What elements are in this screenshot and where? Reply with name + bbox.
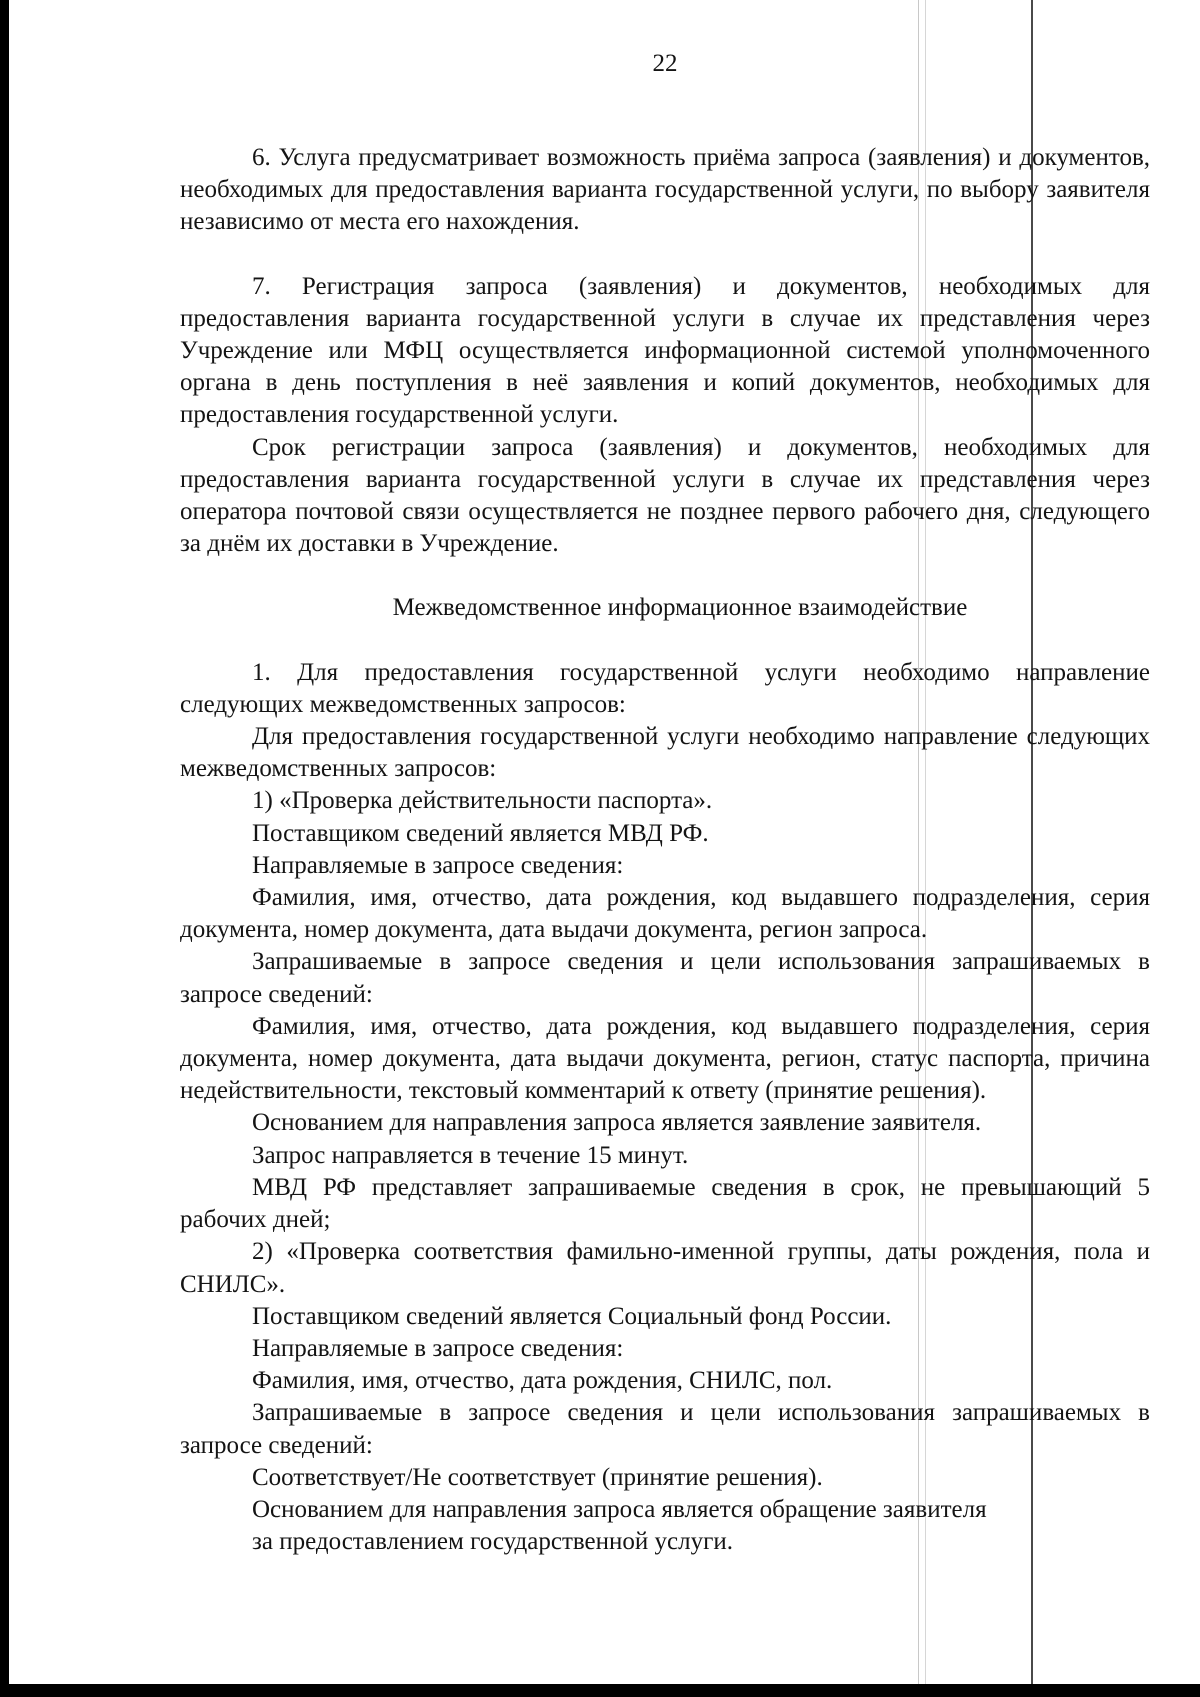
paragraph: Основанием для направления запроса является заявление заявителя. xyxy=(252,1109,982,1137)
paragraph: Срок регистрации запроса (заявления) и документов, необходимых для предоставления варианта государственной услуги в случае их представления через оператора почтовой связи осуществляется не позднее первого рабочего дня, следующего за днём их доставки в Учреждение. xyxy=(180,433,1150,558)
scan-border-bottom xyxy=(0,1684,1200,1697)
section-heading: Межведомственное информационное взаимодействие xyxy=(392,594,968,622)
page-number: 22 xyxy=(652,50,678,77)
scan-border-left xyxy=(0,0,9,1697)
paragraph-continuation: за предоставлением государственной услуги. xyxy=(252,1528,733,1556)
list-item: 1) «Проверка действительности паспорта». xyxy=(252,787,713,815)
paragraph: 7. Регистрация запроса (заявления) и документов, необходимых для предоставления варианта государственной услуги в случае их представления через Учреждение или МФЦ осуществляется информационной системой уполномоченного органа в день поступления в неё заявления и копий документов, необходимых для предоставления государственной услуги. xyxy=(180,272,1150,429)
paragraph: Для предоставления государственной услуги необходимо направление следующих межведомственных запросов: xyxy=(180,723,1150,783)
paragraph: Запрашиваемые в запросе сведения и цели использования запрашиваемых в запросе сведений: xyxy=(180,1399,1150,1459)
paragraph: 6. Услуга предусматривает возможность приёма запроса (заявления) и документов, необходимых для предоставления варианта государственной услуги, по выбору заявителя независимо от места его нахождения. xyxy=(180,144,1150,236)
paragraph: Соответствует/Не соответствует (принятие решения). xyxy=(252,1463,823,1491)
paragraph: Поставщиком сведений является Социальный фонд России. xyxy=(252,1302,892,1330)
list-item: 2) «Проверка соответствия фамильно-именной группы, даты рождения, пола и СНИЛС». xyxy=(180,1238,1150,1298)
paragraph: 1. Для предоставления государственной услуги необходимо направление следующих межведомственных запросов: xyxy=(180,658,1150,718)
paragraph: Направляемые в запросе сведения: xyxy=(252,1334,624,1362)
paragraph: Направляемые в запросе сведения: xyxy=(252,851,624,879)
paragraph: Фамилия, имя, отчество, дата рождения, СНИЛС, пол. xyxy=(252,1367,833,1395)
document-body xyxy=(180,142,1150,1558)
paragraph: Запрос направляется в течение 15 минут. xyxy=(252,1141,689,1169)
paragraph: Запрашиваемые в запросе сведения и цели использования запрашиваемых в запросе сведений: xyxy=(180,948,1150,1008)
paragraph: Основанием для направления запроса является обращение заявителя xyxy=(252,1495,987,1523)
paragraph: МВД РФ представляет запрашиваемые сведения в срок, не превышающий 5 рабочих дней; xyxy=(180,1173,1150,1234)
paragraph: Фамилия, имя, отчество, дата рождения, код выдавшего подразделения, серия документа, номер документа, дата выдачи документа, регион запроса. xyxy=(180,884,1150,944)
paragraph: Поставщиком сведений является МВД РФ. xyxy=(252,819,709,847)
paragraph: Фамилия, имя, отчество, дата рождения, код выдавшего подразделения, серия документа, номер документа, дата выдачи документа, регион, статус паспорта, причина недействительности, текстовый комментарий к ответу (принятие решения). xyxy=(180,1012,1150,1105)
